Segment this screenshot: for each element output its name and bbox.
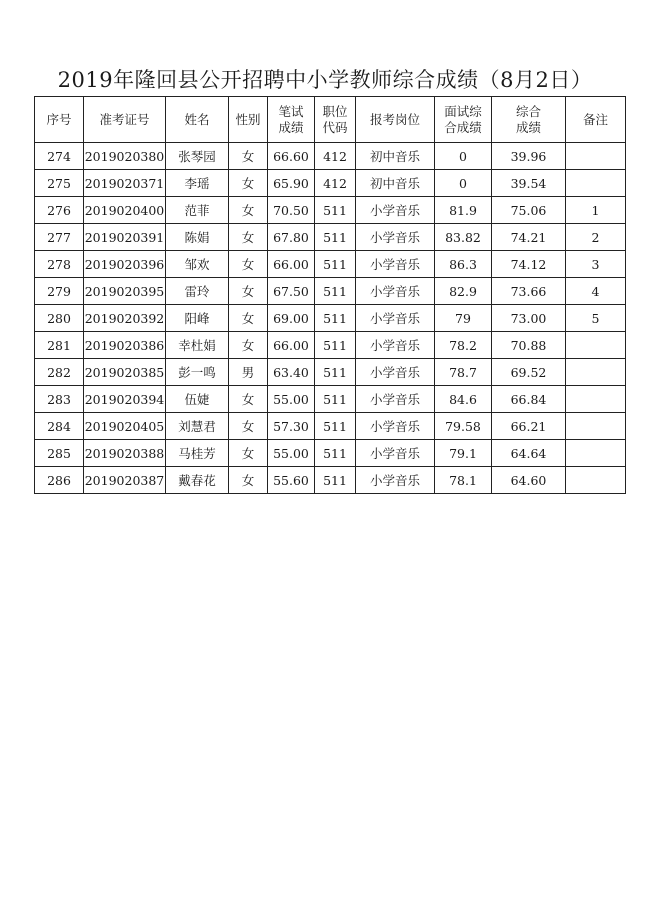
cell-exam-id: 2019020395 — [84, 278, 166, 305]
cell-seq: 282 — [35, 359, 84, 386]
cell-name: 阳峰 — [166, 305, 229, 332]
header-label: 笔试 — [278, 103, 304, 119]
cell-position: 小学音乐 — [356, 224, 435, 251]
cell-interview-score: 79.58 — [435, 413, 492, 440]
cell-position-code: 511 — [315, 359, 356, 386]
cell-position: 小学音乐 — [356, 440, 435, 467]
header-label: 报考岗位 — [369, 111, 420, 127]
cell-exam-id: 2019020405 — [84, 413, 166, 440]
cell-name: 雷玲 — [166, 278, 229, 305]
header-col-total-score — [492, 97, 566, 143]
table-row — [35, 413, 626, 440]
cell-seq: 277 — [35, 224, 84, 251]
cell-written-score: 66.00 — [268, 332, 315, 359]
cell-written-score: 63.40 — [268, 359, 315, 386]
cell-position-code: 511 — [315, 467, 356, 494]
header-label: 姓名 — [184, 111, 210, 127]
header-label-line2: 成绩 — [515, 119, 541, 135]
header-col-written-score — [268, 97, 315, 143]
table-row — [35, 359, 626, 386]
scores-table — [34, 96, 626, 494]
table-row — [35, 386, 626, 413]
table-row — [35, 143, 626, 170]
cell-seq: 280 — [35, 305, 84, 332]
cell-interview-score: 86.3 — [435, 251, 492, 278]
header-label-line2: 成绩 — [278, 119, 304, 135]
cell-seq: 281 — [35, 332, 84, 359]
cell-written-score: 67.50 — [268, 278, 315, 305]
table-row — [35, 278, 626, 305]
page-title: 2019年隆回县公开招聘中小学教师综合成绩（8月2日） — [57, 68, 593, 92]
header-label-line2: 合成绩 — [444, 119, 482, 135]
cell-seq: 278 — [35, 251, 84, 278]
cell-remark: 2 — [566, 224, 626, 251]
header-label: 备注 — [582, 111, 608, 127]
cell-position-code: 412 — [315, 143, 356, 170]
cell-exam-id: 2019020392 — [84, 305, 166, 332]
cell-interview-score: 82.9 — [435, 278, 492, 305]
cell-gender: 女 — [229, 170, 268, 197]
cell-remark — [566, 386, 626, 413]
cell-interview-score: 78.2 — [435, 332, 492, 359]
cell-position: 初中音乐 — [356, 170, 435, 197]
cell-written-score: 67.80 — [268, 224, 315, 251]
cell-interview-score: 81.9 — [435, 197, 492, 224]
cell-written-score: 65.90 — [268, 170, 315, 197]
table-row — [35, 170, 626, 197]
table-row — [35, 251, 626, 278]
cell-position-code: 511 — [315, 413, 356, 440]
header-col-gender — [229, 97, 268, 143]
cell-written-score: 57.30 — [268, 413, 315, 440]
cell-written-score: 66.60 — [268, 143, 315, 170]
cell-seq: 275 — [35, 170, 84, 197]
table-row — [35, 197, 626, 224]
header-label: 综合 — [515, 103, 541, 119]
table-row — [35, 224, 626, 251]
cell-remark — [566, 359, 626, 386]
cell-exam-id: 2019020371 — [84, 170, 166, 197]
cell-remark — [566, 143, 626, 170]
cell-interview-score: 79.1 — [435, 440, 492, 467]
cell-name: 范菲 — [166, 197, 229, 224]
cell-position: 小学音乐 — [356, 197, 435, 224]
cell-written-score: 70.50 — [268, 197, 315, 224]
cell-exam-id: 2019020400 — [84, 197, 166, 224]
cell-position-code: 511 — [315, 251, 356, 278]
cell-total-score: 74.12 — [492, 251, 566, 278]
header-label-line2: 代码 — [322, 119, 348, 135]
cell-seq: 276 — [35, 197, 84, 224]
cell-gender: 女 — [229, 143, 268, 170]
cell-exam-id: 2019020387 — [84, 467, 166, 494]
header-row — [35, 97, 626, 143]
cell-gender: 女 — [229, 305, 268, 332]
cell-interview-score: 78.1 — [435, 467, 492, 494]
cell-exam-id: 2019020391 — [84, 224, 166, 251]
cell-exam-id: 2019020386 — [84, 332, 166, 359]
cell-position: 小学音乐 — [356, 386, 435, 413]
cell-remark: 3 — [566, 251, 626, 278]
header-label: 性别 — [235, 111, 261, 127]
cell-gender: 女 — [229, 440, 268, 467]
header-col-exam-id — [84, 97, 166, 143]
cell-total-score: 73.66 — [492, 278, 566, 305]
header-col-position-code — [315, 97, 356, 143]
cell-gender: 女 — [229, 467, 268, 494]
cell-name: 刘慧君 — [166, 413, 229, 440]
cell-name: 李瑶 — [166, 170, 229, 197]
cell-written-score: 55.60 — [268, 467, 315, 494]
cell-position-code: 511 — [315, 332, 356, 359]
cell-interview-score: 0 — [435, 170, 492, 197]
cell-name: 张琴园 — [166, 143, 229, 170]
cell-seq: 284 — [35, 413, 84, 440]
cell-gender: 女 — [229, 386, 268, 413]
cell-position: 初中音乐 — [356, 143, 435, 170]
cell-total-score: 64.60 — [492, 467, 566, 494]
cell-name: 彭一鸣 — [166, 359, 229, 386]
header-label: 面试综 — [444, 103, 482, 119]
cell-interview-score: 79 — [435, 305, 492, 332]
cell-remark: 5 — [566, 305, 626, 332]
cell-written-score: 66.00 — [268, 251, 315, 278]
cell-position-code: 511 — [315, 305, 356, 332]
cell-position-code: 511 — [315, 278, 356, 305]
cell-name: 幸杜娟 — [166, 332, 229, 359]
cell-position-code: 511 — [315, 197, 356, 224]
cell-gender: 男 — [229, 359, 268, 386]
cell-exam-id: 2019020388 — [84, 440, 166, 467]
header-col-position — [356, 97, 435, 143]
cell-exam-id: 2019020380 — [84, 143, 166, 170]
table-row — [35, 440, 626, 467]
table-row — [35, 332, 626, 359]
cell-seq: 286 — [35, 467, 84, 494]
cell-remark — [566, 170, 626, 197]
cell-interview-score: 83.82 — [435, 224, 492, 251]
cell-name: 马桂芳 — [166, 440, 229, 467]
cell-gender: 女 — [229, 332, 268, 359]
cell-total-score: 70.88 — [492, 332, 566, 359]
cell-total-score: 69.52 — [492, 359, 566, 386]
cell-remark — [566, 440, 626, 467]
cell-position-code: 511 — [315, 440, 356, 467]
header-label: 准考证号 — [99, 111, 150, 127]
cell-name: 戴春花 — [166, 467, 229, 494]
header-label: 职位 — [322, 103, 348, 119]
cell-position: 小学音乐 — [356, 332, 435, 359]
cell-position: 小学音乐 — [356, 359, 435, 386]
cell-exam-id: 2019020385 — [84, 359, 166, 386]
cell-position-code: 511 — [315, 386, 356, 413]
cell-total-score: 64.64 — [492, 440, 566, 467]
cell-gender: 女 — [229, 224, 268, 251]
header-col-remark — [566, 97, 626, 143]
cell-remark: 1 — [566, 197, 626, 224]
cell-seq: 279 — [35, 278, 84, 305]
cell-exam-id: 2019020396 — [84, 251, 166, 278]
cell-position: 小学音乐 — [356, 467, 435, 494]
cell-seq: 274 — [35, 143, 84, 170]
cell-written-score: 55.00 — [268, 386, 315, 413]
cell-position-code: 511 — [315, 224, 356, 251]
cell-position: 小学音乐 — [356, 413, 435, 440]
cell-remark — [566, 332, 626, 359]
header-label: 序号 — [46, 111, 72, 127]
cell-remark — [566, 467, 626, 494]
header-col-seq — [35, 97, 84, 143]
cell-total-score: 74.21 — [492, 224, 566, 251]
cell-seq: 283 — [35, 386, 84, 413]
cell-total-score: 66.84 — [492, 386, 566, 413]
cell-total-score: 66.21 — [492, 413, 566, 440]
cell-remark — [566, 413, 626, 440]
cell-position: 小学音乐 — [356, 278, 435, 305]
cell-total-score: 75.06 — [492, 197, 566, 224]
cell-position: 小学音乐 — [356, 305, 435, 332]
cell-gender: 女 — [229, 197, 268, 224]
cell-total-score: 39.96 — [492, 143, 566, 170]
header-col-interview-score — [435, 97, 492, 143]
cell-total-score: 39.54 — [492, 170, 566, 197]
cell-interview-score: 78.7 — [435, 359, 492, 386]
cell-remark: 4 — [566, 278, 626, 305]
cell-position: 小学音乐 — [356, 251, 435, 278]
cell-written-score: 55.00 — [268, 440, 315, 467]
cell-position-code: 412 — [315, 170, 356, 197]
cell-gender: 女 — [229, 278, 268, 305]
cell-name: 邹欢 — [166, 251, 229, 278]
cell-total-score: 73.00 — [492, 305, 566, 332]
cell-name: 伍婕 — [166, 386, 229, 413]
cell-interview-score: 84.6 — [435, 386, 492, 413]
table-row — [35, 305, 626, 332]
header-col-name — [166, 97, 229, 143]
cell-exam-id: 2019020394 — [84, 386, 166, 413]
table-row — [35, 467, 626, 494]
cell-written-score: 69.00 — [268, 305, 315, 332]
cell-interview-score: 0 — [435, 143, 492, 170]
cell-seq: 285 — [35, 440, 84, 467]
cell-gender: 女 — [229, 413, 268, 440]
cell-gender: 女 — [229, 251, 268, 278]
cell-name: 陈娟 — [166, 224, 229, 251]
